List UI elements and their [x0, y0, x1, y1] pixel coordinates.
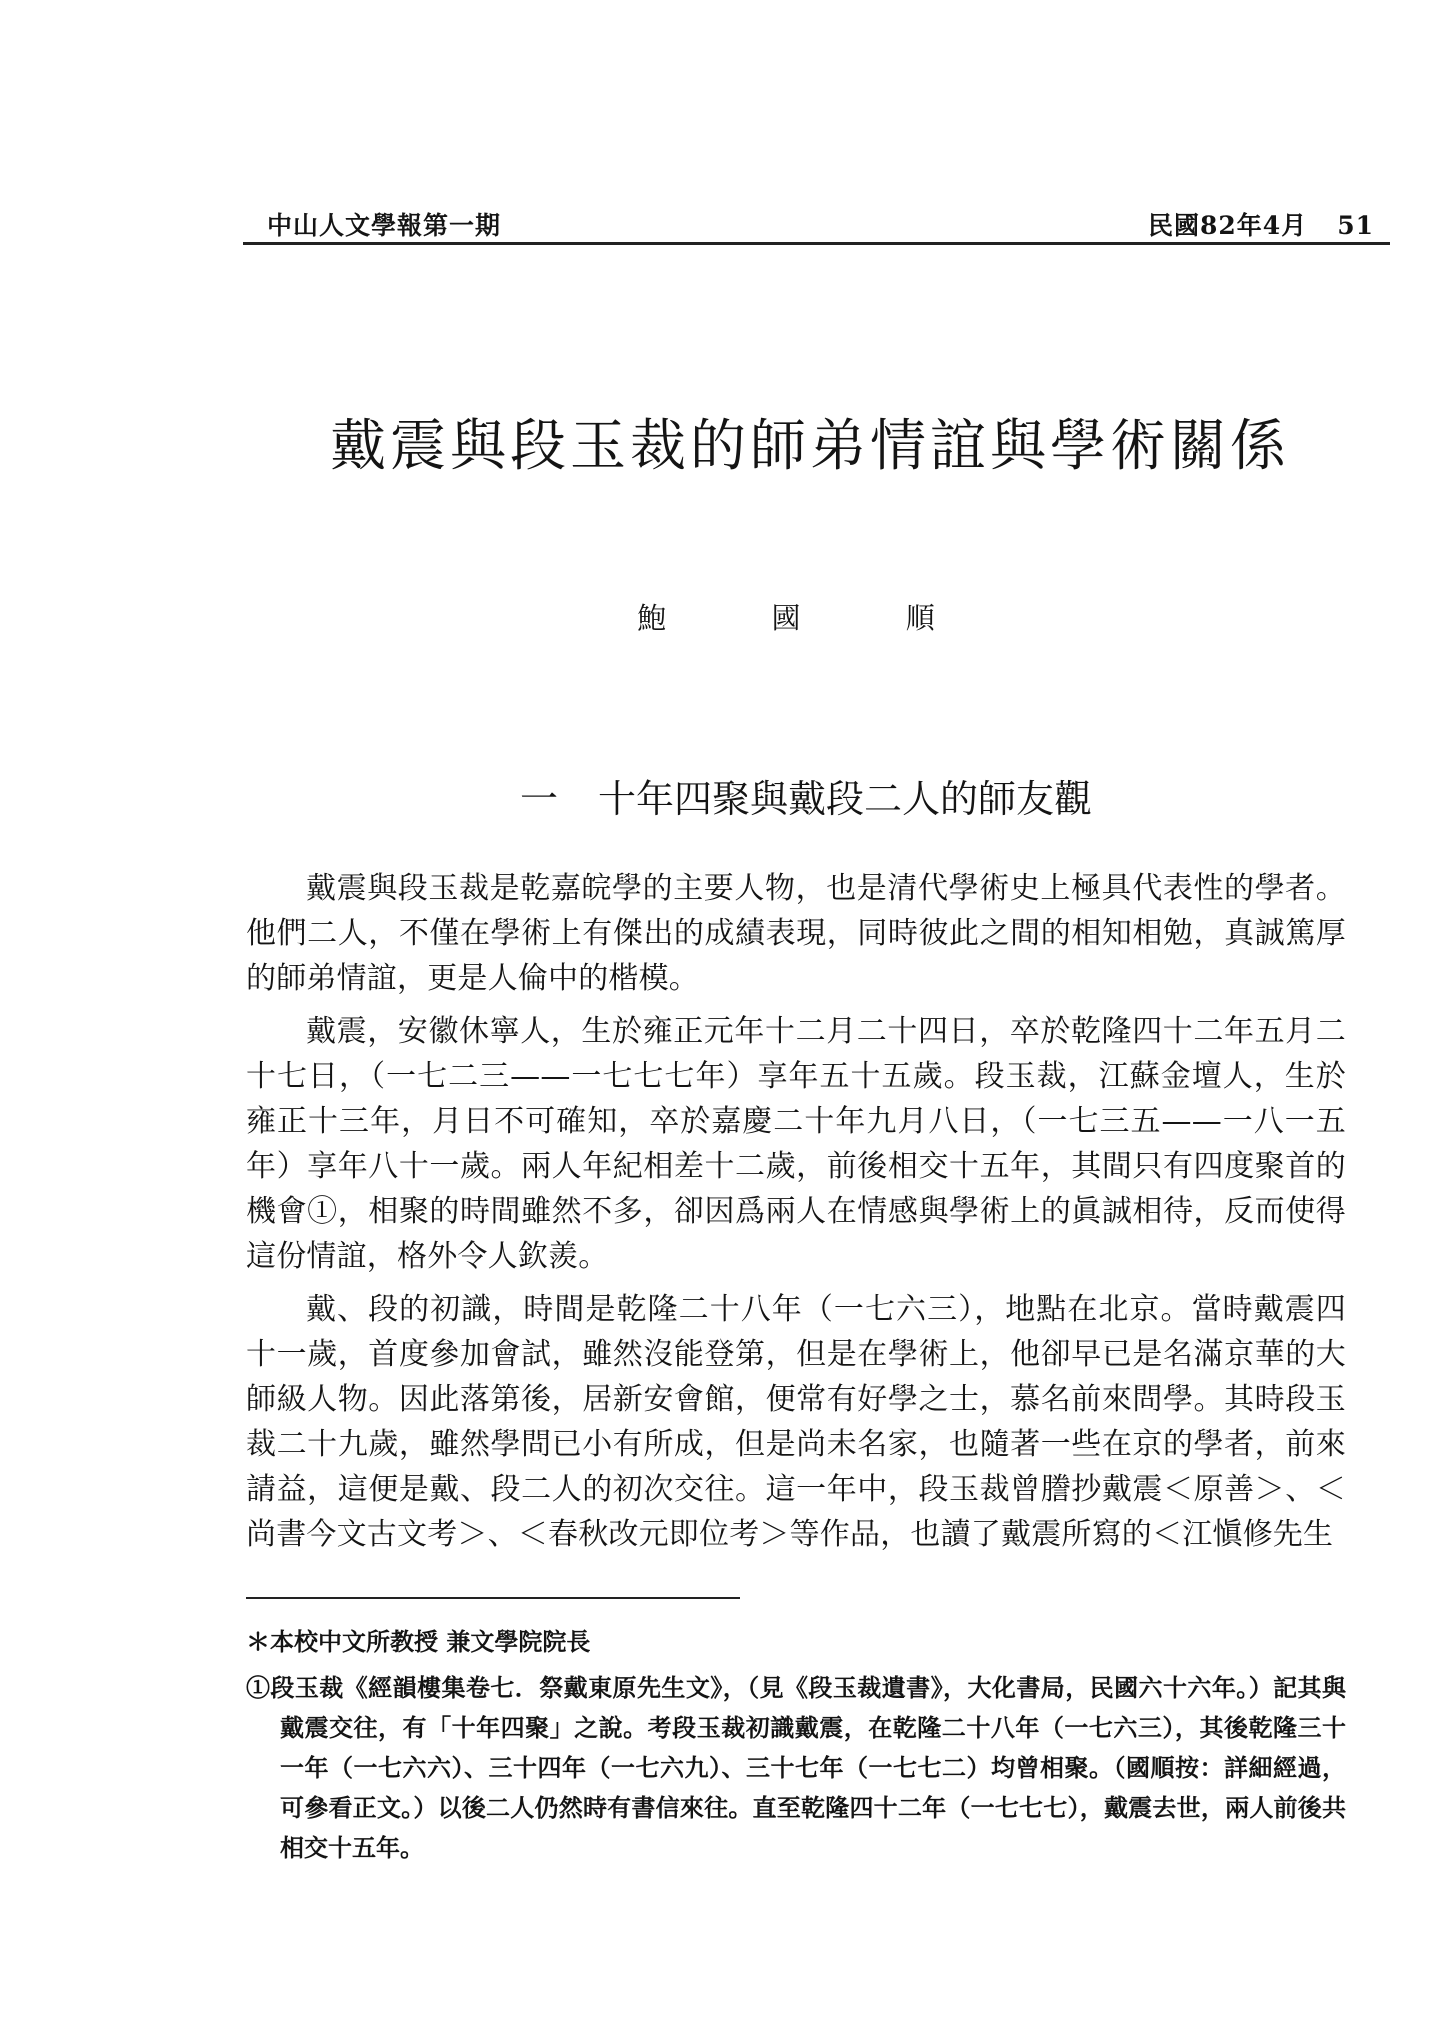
- section-heading: [520, 768, 1280, 823]
- article-author: 鮑 國 順: [637, 601, 983, 635]
- footnote-rule: [246, 1597, 740, 1599]
- footnote-1: ①段玉裁《經韻樓集卷七．祭戴東原先生文》，（見《段玉裁遺書》，大化書局，民國六十六年。）記其與戴震交往，有「十年四聚」之說。考段玉裁初識戴震，在乾隆二十八年（一七六三），其後乾隆三十一年（一七六六）、三十四年（一七六九）、三十七年（一七七二）均曾相聚。（國順按：詳細經過，可參看正文。）以後二人仍然時有書信來往。直至乾隆四十二年（一七七七），戴震去世，兩人前後共相交十五年。: [246, 1673, 1346, 1862]
- section-number: 一: [520, 777, 559, 821]
- journal-name: 中山人文學報第一期: [267, 211, 502, 240]
- paragraph: 戴震，安徽休寧人，生於雍正元年十二月二十四日，卒於乾隆四十二年五月二十七日，（一七二三——一七七七年）享年五十五歲。段玉裁，江蘇金壇人，生於雍正十三年，月日不可確知，卒於嘉慶二十年九月八日，（一七三五——一八一五年）享年八十一歲。兩人年紀相差十二歲，前後相交十五年，其間只有四度聚首的機會①，相聚的時間雖然不多，卻因爲兩人在情感與學術上的眞誠相待，反而使得這份情誼，格外令人欽羨。: [246, 1014, 1346, 1274]
- header-rule: [243, 242, 1390, 245]
- paragraph: 戴震與段玉裁是乾嘉皖學的主要人物，也是清代學術史上極具代表性的學者。他們二人，不僅在學術上有傑出的成績表現，同時彼此之間的相知相勉，真誠篤厚的師弟情誼，更是人倫中的楷模。: [246, 871, 1346, 996]
- issue-info: [1148, 206, 1374, 242]
- section-title: 十年四聚與戴段二人的師友觀: [598, 777, 1093, 821]
- paragraph: 戴、段的初識，時間是乾隆二十八年（一七六三），地點在北京。當時戴震四十一歲，首度參加會試，雖然沒能登第，但是在學術上，他卻早已是名滿京華的大師級人物。因此落第後，居新安會館，便常有好學之士，慕名前來問學。其時段玉裁二十九歲，雖然學問已小有所成，但是尚未名家，也隨著一些在京的學者，前來請益，這便是戴、段二人的初次交往。這一年中，段玉裁曾謄抄戴震＜原善＞、＜尚書今文古文考＞、＜春秋改元即位考＞等作品，也讀了戴震所寫的＜江愼修先生: [246, 1292, 1346, 1552]
- footnotes: [246, 1622, 1346, 1874]
- body-text: [246, 866, 1346, 1565]
- issue-date: 民國82年4月: [1148, 211, 1308, 240]
- running-header: [243, 206, 1390, 246]
- article-title: 戴震與段玉裁的師弟情誼與學術關係: [330, 414, 1290, 479]
- page-number: 51: [1337, 211, 1374, 240]
- author-affiliation-note: ＊本校中文所教授 兼文學院院長: [246, 1627, 591, 1656]
